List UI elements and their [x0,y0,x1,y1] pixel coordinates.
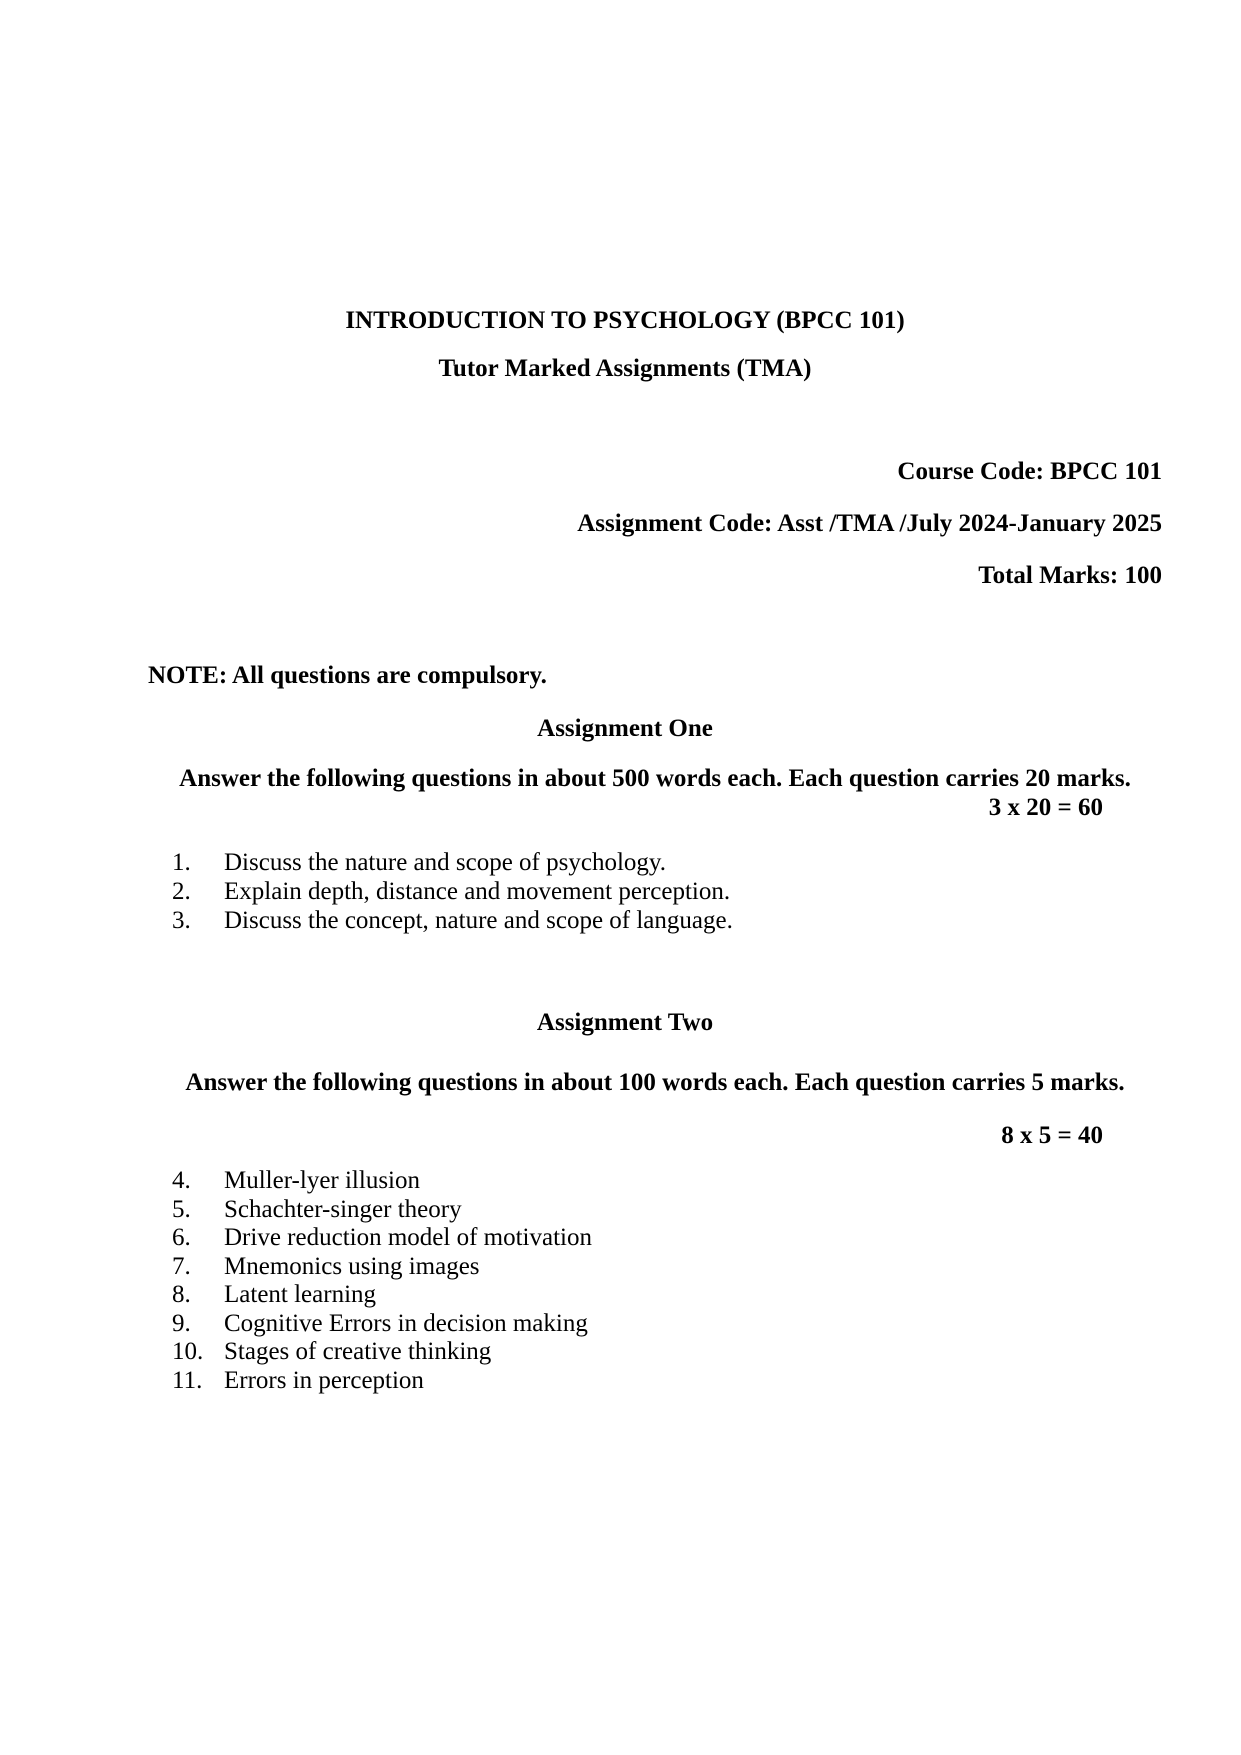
assignment-one-heading: Assignment One [537,715,713,742]
question-item-5 [172,1195,1112,1224]
question-text: Stages of creative thinking [224,1338,492,1365]
question-number: 3. [172,907,191,934]
question-text: Discuss the nature and scope of psychology. [224,849,667,876]
question-item-6 [172,1223,1112,1252]
document-subtitle: Tutor Marked Assignments (TMA) [438,355,812,382]
question-text: Discuss the concept, nature and scope of language. [224,907,733,934]
question-item-10 [172,1337,1112,1366]
question-number: 7. [172,1253,191,1280]
assignment-two-heading: Assignment Two [536,1009,714,1036]
question-number: 6. [172,1224,191,1251]
question-item-8 [172,1280,1112,1309]
question-item-11 [172,1366,1112,1395]
question-number: 2. [172,878,191,905]
question-item-9 [172,1309,1112,1338]
question-number: 11. [172,1367,203,1394]
question-text: Explain depth, distance and movement perception. [224,878,731,905]
question-number: 4. [172,1167,191,1194]
total-marks-line: Total Marks: 100 [978,562,1162,589]
question-text: Latent learning [224,1281,377,1308]
question-text: Muller-lyer illusion [224,1167,420,1194]
assignment-one-marks-formula: 3 x 20 = 60 [988,794,1103,821]
question-text: Errors in perception [224,1367,424,1394]
question-text: Drive reduction model of motivation [224,1224,592,1251]
question-text: Schachter-singer theory [224,1196,462,1223]
course-code-line: Course Code: BPCC 101 [897,458,1162,485]
question-number: 9. [172,1310,191,1337]
question-text: Mnemonics using images [224,1253,480,1280]
question-number: 10. [172,1338,204,1365]
assignment-two-marks-formula: 8 x 5 = 40 [1001,1122,1103,1149]
question-item-1 [172,848,1112,877]
assignment-two-instruction: Answer the following questions in about 100 words each. Each question carries 5 marks. [185,1069,1125,1096]
question-number: 5. [172,1196,191,1223]
question-item-2 [172,877,1112,906]
document-title: INTRODUCTION TO PSYCHOLOGY (BPCC 101) [345,307,905,334]
question-number: 1. [172,849,191,876]
question-number: 8. [172,1281,191,1308]
assignment-code-line: Assignment Code: Asst /TMA /July 2024-January 2025 [577,510,1162,537]
assignment-one-instruction: Answer the following questions in about 500 words each. Each question carries 20 marks. [179,765,1131,792]
note-line: NOTE: All questions are compulsory. [148,662,547,689]
question-item-3 [172,906,1112,935]
question-item-7 [172,1252,1112,1281]
question-item-4 [172,1166,1112,1195]
question-text: Cognitive Errors in decision making [224,1310,588,1337]
